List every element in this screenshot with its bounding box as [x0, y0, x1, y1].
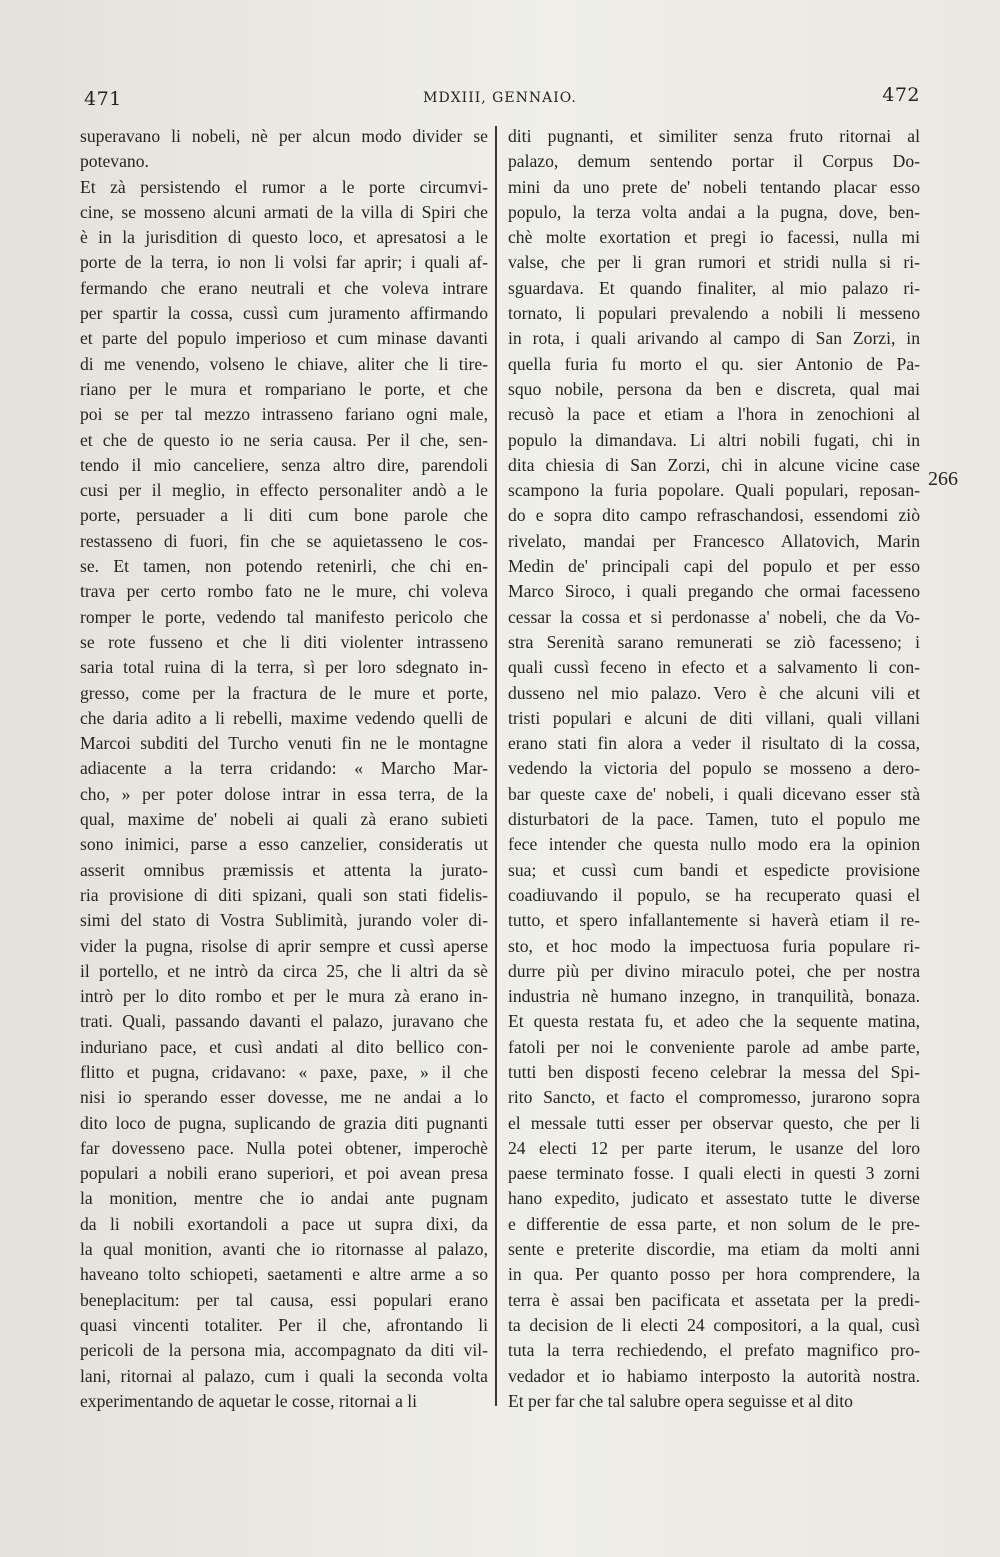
text-line: romper le porte, vedendo tal manifesto pericolo che [80, 606, 488, 627]
text-line: se. Et tamen, non potendo retenirli, che chi en- [80, 556, 488, 577]
text-line: Marcoi subditi del Turcho venuti fin ne le montagne [80, 733, 488, 754]
text-line: adiacente a la terra cridando: « Marcho Mar- [80, 758, 488, 779]
text-line: disturbatori de la pace. Tamen, tuto el populo me [508, 809, 920, 830]
text-line: beneplacitum: per tal causa, essi populari erano [80, 1289, 488, 1310]
text-line: e differentie de essa parte, et non solum de le pre- [508, 1213, 920, 1234]
text-line: cho, » per poter dolose intrar in essa terra, de la [80, 783, 488, 804]
text-line: sguardava. Et quando finaliter, al mio palazo ri- [508, 277, 920, 298]
text-line: tendo il mio canceliere, senza altro dire, parendoli [80, 454, 488, 475]
text-line: haveano tolto schiopeti, saetamenti e altre arme a so [80, 1264, 488, 1285]
text-line: quella furia fu morto el qu. sier Antonio de Pa- [508, 353, 920, 374]
text-line: che daria adito a li rebelli, maxime vedendo quelli de [80, 707, 488, 728]
text-line: flitto et pugna, cridavano: « paxe, paxe, » il che [80, 1061, 488, 1082]
text-line: squo nobile, persona da ben e discreta, qual mai [508, 378, 920, 399]
text-line: fece intender che questa nullo modo era la opinion [508, 834, 920, 855]
text-line: tutto, et spero infallantemente si haverà etiam il re- [508, 910, 920, 931]
text-line: durre più per divino miraculo potei, che per nostra [508, 960, 920, 981]
right-text-column [508, 124, 920, 1414]
text-line: dita chiesia di San Zorzi, chi in alcune vicine case [508, 454, 920, 475]
text-line: recusò la pace et etiam a l'hora in zenochioni al [508, 404, 920, 425]
text-line: simi del stato di Vostra Sublimità, jurando voler di- [80, 910, 488, 931]
text-line: gresso, come per la fractura de le mure et porte, [80, 682, 488, 703]
text-line: fermando che erano neutrali et che voleva intrare [80, 277, 488, 298]
text-line: tristi populari e alcuni de diti villani, quali villani [508, 707, 920, 728]
text-line: da li nobili exortandoli a pace ut supra dixi, da [80, 1213, 488, 1234]
text-line: in qua. Per quanto posso per hora comprendere, la [508, 1264, 920, 1285]
text-line: coadiuvando il populo, se ha recuperato quasi el [508, 884, 920, 905]
page-number-right: 472 [882, 84, 920, 106]
text-line: la monition, mentre che io andai ante pugnam [80, 1188, 488, 1209]
text-line: sono inimici, parse a esso canzelier, consideratis ut [80, 834, 488, 855]
text-line: porte, persuader a li diti cum bone parole che [80, 505, 488, 526]
text-line: riano per le mura et rompariano le porte, et che [80, 378, 488, 399]
text-line: chè molte exortation et pregi io facessi, nulla mi [508, 227, 920, 248]
text-line: superavano li nobeli, nè per alcun modo divider se [80, 126, 488, 146]
text-line: poi se per tal mezzo intrasseno fariano ogni male, [80, 404, 488, 425]
text-line: do e sopra dito campo refraschandosi, essendomi ziò [508, 505, 920, 526]
text-line: ria provisione di diti spizani, quali son stati fidelis- [80, 884, 488, 905]
text-line: palazo, demum sentendo portar il Corpus Do- [508, 151, 920, 172]
text-line: in rota, i quali arivando al campo di San Zorzi, in [508, 328, 920, 349]
text-line: 24 electi 12 per parte iterum, le usanze del loro [508, 1137, 920, 1158]
text-line: cine, se mosseno alcuni armati de la villa di Spiri che [80, 201, 488, 222]
text-line: rito Sancto, et facto el compromesso, jurarono sopra [508, 1087, 920, 1108]
text-line: quasi vincenti totaliter. Per il che, afrontando li [80, 1314, 488, 1335]
text-line: experimentando de aquetar le cosse, ritornai a li [80, 1390, 418, 1411]
text-line: quali cussì feceno in efecto et a salvamento li con- [508, 657, 920, 678]
text-line: tutti ben disposti feceno celebrar la messa del Spi- [508, 1061, 920, 1082]
text-line: paese terminato fosse. I quali electi in questi 3 zorni [508, 1163, 920, 1184]
page-number-left: 471 [84, 88, 122, 110]
text-line: erano stati fin alora a veder il risultato di la cossa, [508, 733, 920, 754]
text-line: sente e preterite discordie, ma etiam da molti anni [508, 1239, 920, 1260]
text-line: saria total ruina di la terra, sì per loro sdegnato in- [80, 657, 488, 678]
text-line: tornato, li populari prevalendo a nobili li messeno [508, 303, 920, 324]
text-line: et che de questo io ne seria causa. Per il che, sen- [80, 429, 488, 450]
text-line: et parte del populo imperioso et cum minase davanti [80, 328, 488, 349]
text-line: porte de la terra, io non li volsi far aprir; i quali af- [80, 252, 488, 273]
column-divider [495, 126, 497, 1406]
text-line: bar queste caxe de' nobeli, i quali dicevano esser stà [508, 783, 920, 804]
text-line: hano expedito, judicato et assestato tutte le diverse [508, 1188, 920, 1209]
running-title: MDXIII, GENNAIO. [423, 90, 577, 106]
text-line: la qual monition, avanti che io ritornasse al palazo, [80, 1239, 488, 1260]
text-line: trava per certo rombo fato ne le mure, chi voleva [80, 581, 488, 602]
text-line: Et questa restata fu, et adeo che la sequente matina, [508, 1011, 920, 1032]
text-line: asserit omnibus præmissis et attenta la jurato- [80, 859, 488, 880]
text-line: pericoli de la persona mia, accompagnato da diti vil- [80, 1340, 488, 1361]
text-line: potevano. [80, 151, 149, 172]
text-line: fatoli per noi le conveniente parole ad ambe parte, [508, 1036, 920, 1057]
text-line: rivelato, mandai per Francesco Allatovich, Marin [508, 530, 920, 551]
text-line: è in la jurisdition di questo loco, et apresatosi a le [80, 227, 488, 248]
text-line: Et zà persistendo el rumor a le porte circumvi- [80, 176, 488, 197]
text-line: stra Serenità sarano remunerati se ziò facesseno; i [508, 631, 920, 652]
text-line: valse, che per li gran rumori et stridi nulla si ri- [508, 252, 920, 273]
text-line: dito loco de pugna, suplicando de grazia diti pugnanti [80, 1112, 488, 1133]
text-line: Medin de' principali capi del populo et per esso [508, 556, 920, 577]
text-line: populo, la terza volta andai a la pugna, dove, ben- [508, 201, 920, 222]
text-line: mini da uno prete de' nobeli tentando placar esso [508, 176, 920, 197]
text-line: Et per far che tal salubre opera seguisse et al dito [508, 1390, 853, 1411]
text-line: induriano pace, et cusì andati al dito bellico con- [80, 1036, 488, 1057]
text-line: tuta la terra rechiedendo, el prefato magnifico pro- [508, 1340, 920, 1361]
text-line: el messale tutti esser per observar questo, che per li [508, 1112, 920, 1133]
text-line: qual, maxime de' nobeli ai quali zà erano subieti [80, 809, 488, 830]
text-line: per spartir la cossa, cussì cum juramento affirmando [80, 303, 488, 324]
text-line: sua; et cussì cum bandi et espedicte provisione [508, 859, 920, 880]
text-line: nisi io sperando esser dovesse, me ne andai a lo [80, 1087, 488, 1108]
text-line: lani, ritornai al palazo, cum i quali la seconda volta [80, 1365, 488, 1386]
text-line: scampono la furia popolare. Quali populari, reposan- [508, 480, 920, 501]
text-line: sto, et hoc modo la impectuosa furia populare ri- [508, 935, 920, 956]
text-line: vedendo la victoria del populo se mosseno a dero- [508, 758, 920, 779]
text-line: il portello, et ne intrò da circa 25, che li altri da sè [80, 960, 488, 981]
running-header [80, 84, 920, 118]
text-line: trati. Quali, passando davanti el palazo, juravano che [80, 1011, 488, 1032]
text-line: ta decision de li electi 24 compositori, a la qual, cusì [508, 1314, 920, 1335]
text-line: intrò per lo dito rombo et per le mura zà erano in- [80, 986, 488, 1007]
text-line: cessar la cossa et si perdonasse a' nobeli, che da Vo- [508, 606, 920, 627]
text-line: vedador et io habiamo interposto la autorità nostra. [508, 1365, 920, 1386]
text-line: di me venendo, volseno le chiave, aliter che li tire- [80, 353, 488, 374]
text-line: dusseno nel mio palazo. Vero è che alcuni vili et [508, 682, 920, 703]
text-line: vider la pugna, risolse di aprir sempre et cussì aperse [80, 935, 488, 956]
text-line: restasseno di fuori, fin che se aquietasseno le cos- [80, 530, 488, 551]
text-line: far dovesseno pace. Nulla potei obtener, imperochè [80, 1137, 488, 1158]
margin-page-reference: 266 [928, 468, 958, 490]
left-text-column [80, 124, 488, 1414]
text-line: diti pugnanti, et similiter senza fruto ritornai al [508, 126, 920, 146]
text-line: industria nè humano inzegno, in tranquilità, bonaza. [508, 986, 920, 1007]
text-line: populo la dimandava. Li altri nobili fugati, chi in [508, 429, 920, 450]
text-line: cusi per il meglio, in effecto personaliter andò a le [80, 480, 488, 501]
text-line: populari a nobili erano superiori, et poi avean presa [80, 1163, 488, 1184]
text-line: se rote fusseno et che li diti violenter intrasseno [80, 631, 488, 652]
text-line: terra è assai ben pacificata et assetata per la predi- [508, 1289, 920, 1310]
text-line: Marco Siroco, i quali pregando che ormai facesseno [508, 581, 920, 602]
